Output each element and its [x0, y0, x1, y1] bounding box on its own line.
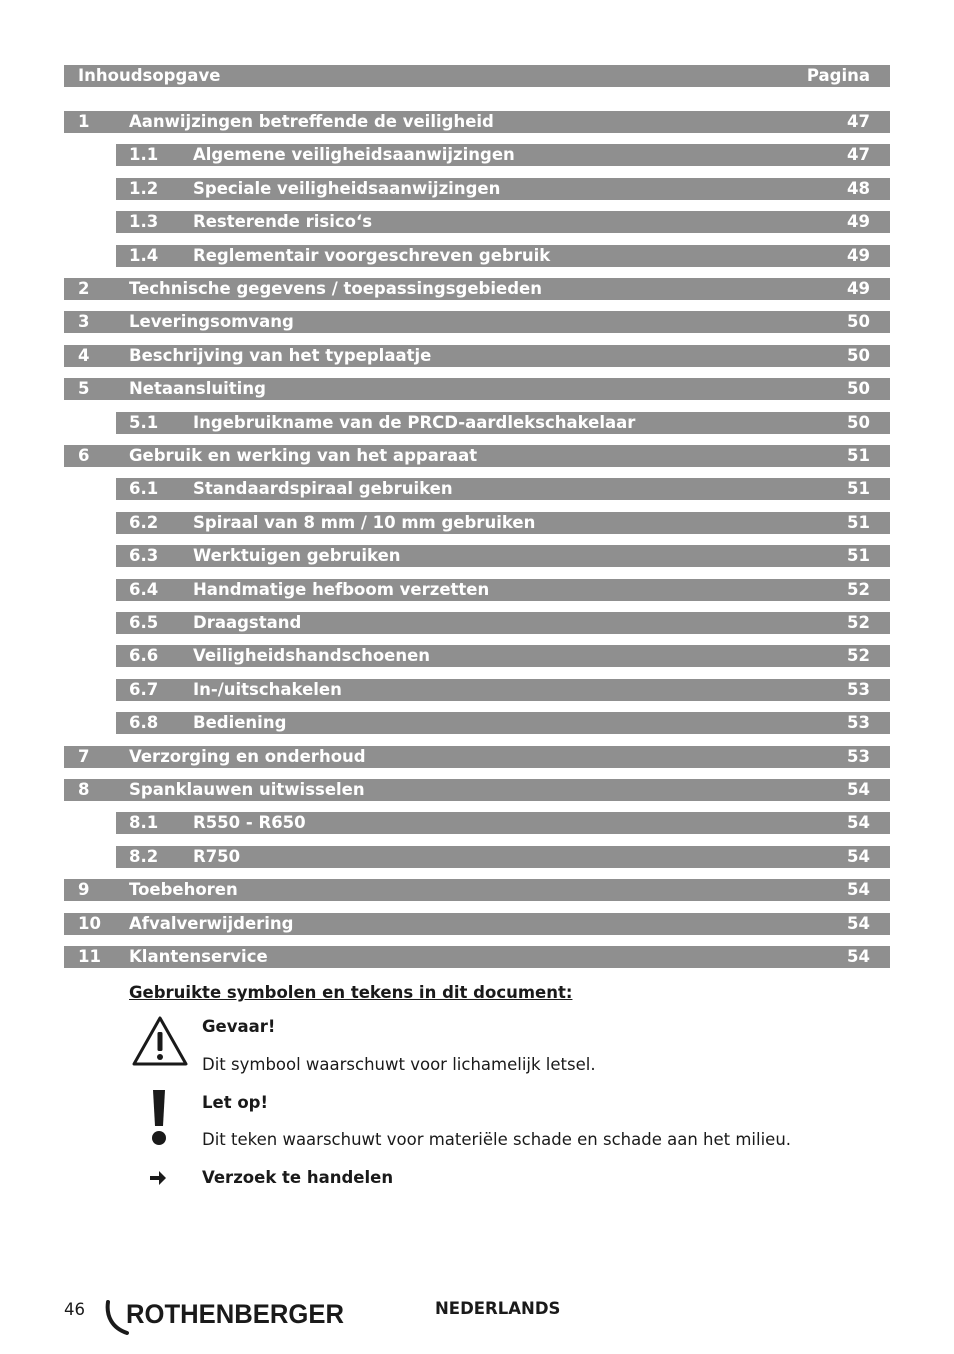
toc-entry-8-2: [116, 846, 890, 868]
toc-entry-number: 3: [78, 312, 90, 331]
toc-header: [64, 65, 890, 87]
toc-entry-number: 1.3: [129, 212, 159, 231]
toc-entry-number: 8: [78, 780, 90, 799]
warning-triangle-icon: [131, 1015, 189, 1067]
toc-entry-title: R750: [193, 847, 241, 866]
symbol-caution-desc: Dit teken waarschuwt voor materiële schade en schade aan het milieu.: [202, 1130, 792, 1149]
toc-entry-number: 6.4: [129, 580, 159, 599]
toc-entry-page: 50: [847, 312, 870, 331]
toc-entry-number: 11: [78, 947, 101, 966]
toc-entry-title: Technische gegevens / toepassingsgebieden: [129, 279, 542, 298]
toc-entry-title: Toebehoren: [129, 880, 238, 899]
toc-entry-page: 51: [847, 446, 870, 465]
toc-entry-title: Gebruik en werking van het apparaat: [129, 446, 478, 465]
toc-entry-title: Reglementair voorgeschreven gebruik: [193, 246, 551, 265]
footer-language: NEDERLANDS: [435, 1299, 561, 1318]
toc-entry-title: Spanklauwen uitwisselen: [129, 780, 365, 799]
toc-entry-1-4: [116, 245, 890, 267]
toc-entry-page: 48: [847, 179, 870, 198]
toc-entry-title: Handmatige hefboom verzetten: [193, 580, 490, 599]
toc-entry-number: 10: [78, 914, 101, 933]
toc-entry-page: 53: [847, 680, 870, 699]
toc-entry-page: 49: [847, 212, 870, 231]
toc-entry-5-1: [116, 412, 890, 434]
toc-entry-title: Algemene veiligheidsaanwijzingen: [193, 145, 515, 164]
toc-entry-7: [64, 746, 890, 768]
toc-entry-page: 51: [847, 479, 870, 498]
toc-entry-number: 1: [78, 112, 90, 131]
toc-entry-number: 6.2: [129, 513, 159, 532]
toc-entry-6-1: [116, 478, 890, 500]
toc-entry-number: 6.1: [129, 479, 159, 498]
toc-entry-title: In-/uitschakelen: [193, 680, 342, 699]
toc-entry-number: 8.2: [129, 847, 159, 866]
toc-entry-title: Afvalverwijdering: [129, 914, 294, 933]
toc-entry-number: 4: [78, 346, 90, 365]
toc-entry-page: 54: [847, 847, 870, 866]
toc-entry-number: 8.1: [129, 813, 159, 832]
toc-entry-number: 1.2: [129, 179, 159, 198]
toc-entry-8-1: [116, 812, 890, 834]
toc-entry-page: 49: [847, 246, 870, 265]
toc-entry-page: 52: [847, 580, 870, 599]
toc-entry-number: 5: [78, 379, 90, 398]
toc-entry-9: [64, 879, 890, 901]
toc-entry-1-2: [116, 178, 890, 200]
toc-entry-page: 54: [847, 880, 870, 899]
toc-entry-number: 6.5: [129, 613, 159, 632]
toc-header-title: Inhoudsopgave: [78, 66, 221, 85]
footer-page-number: 46: [64, 1300, 85, 1319]
toc-entry-6: [64, 445, 890, 467]
toc-entry-title: Verzorging en onderhoud: [129, 747, 366, 766]
symbols-heading: Gebruikte symbolen en tekens in dit document:: [129, 983, 573, 1002]
toc-entry-6-5: [116, 612, 890, 634]
toc-entry-title: Speciale veiligheidsaanwijzingen: [193, 179, 501, 198]
toc-entry-page: 50: [847, 413, 870, 432]
toc-entry-number: 5.1: [129, 413, 159, 432]
toc-entry-11: [64, 946, 890, 968]
toc-entry-number: 1.4: [129, 246, 159, 265]
toc-entry-number: 6: [78, 446, 90, 465]
toc-entry-page: 49: [847, 279, 870, 298]
arrow-right-icon: [149, 1170, 167, 1186]
toc-entry-1-1: [116, 144, 890, 166]
symbol-danger-title: Gevaar!: [202, 1017, 276, 1036]
toc-entry-4: [64, 345, 890, 367]
toc-entry-page: 54: [847, 813, 870, 832]
toc-entry-title: R550 - R650: [193, 813, 306, 832]
brand-name: ROTHENBERGER: [126, 1299, 344, 1329]
toc-entry-page: 53: [847, 713, 870, 732]
toc-entry-number: 6.7: [129, 680, 159, 699]
toc-entry-number: 7: [78, 747, 90, 766]
toc-entry-title: Leveringsomvang: [129, 312, 294, 331]
toc-entry-page: 47: [847, 145, 870, 164]
exclamation-icon: [150, 1090, 168, 1148]
toc-entry-number: 2: [78, 279, 90, 298]
toc-entry-page: 50: [847, 379, 870, 398]
toc-header-page-label: Pagina: [806, 66, 870, 85]
toc-entry-page: 51: [847, 513, 870, 532]
toc-entry-title: Spiraal van 8 mm / 10 mm gebruiken: [193, 513, 536, 532]
symbol-danger-desc: Dit symbool waarschuwt voor lichamelijk letsel.: [202, 1055, 596, 1074]
toc-entry-title: Bediening: [193, 713, 287, 732]
toc-entry-page: 54: [847, 914, 870, 933]
toc-entry-number: 6.8: [129, 713, 159, 732]
brand-logo: [103, 1292, 348, 1340]
toc-entry-number: 6.6: [129, 646, 159, 665]
toc-entry-title: Aanwijzingen betreffende de veiligheid: [129, 112, 494, 131]
toc-entry-title: Klantenservice: [129, 947, 268, 966]
toc-entry-2: [64, 278, 890, 300]
toc-entry-1: [64, 111, 890, 133]
toc-entry-page: 52: [847, 646, 870, 665]
toc-entry-title: Resterende risico‘s: [193, 212, 373, 231]
toc-entry-1-3: [116, 211, 890, 233]
toc-entry-page: 47: [847, 112, 870, 131]
symbol-caution-title: Let op!: [202, 1093, 269, 1112]
toc-entry-page: 53: [847, 747, 870, 766]
toc-entry-number: 9: [78, 880, 90, 899]
toc-entry-title: Werktuigen gebruiken: [193, 546, 401, 565]
toc-entry-page: 52: [847, 613, 870, 632]
toc-entry-title: Veiligheidshandschoenen: [193, 646, 431, 665]
toc-entry-number: 1.1: [129, 145, 159, 164]
toc-entry-6-3: [116, 545, 890, 567]
toc-entry-6-7: [116, 679, 890, 701]
toc-entry-6-6: [116, 645, 890, 667]
toc-entry-3: [64, 311, 890, 333]
toc-entry-10: [64, 913, 890, 935]
toc-entry-page: 54: [847, 947, 870, 966]
toc-entry-page: 50: [847, 346, 870, 365]
toc-entry-6-4: [116, 579, 890, 601]
toc-entry-title: Standaardspiraal gebruiken: [193, 479, 453, 498]
toc-entry-number: 6.3: [129, 546, 159, 565]
toc-entry-6-8: [116, 712, 890, 734]
toc-entry-page: 54: [847, 780, 870, 799]
toc-entry-title: Beschrijving van het typeplaatje: [129, 346, 432, 365]
toc-entry-page: 51: [847, 546, 870, 565]
toc-entry-5: [64, 378, 890, 400]
toc-entry-title: Draagstand: [193, 613, 302, 632]
brand-logo-swoosh-icon: [103, 1292, 348, 1336]
symbol-action-title: Verzoek te handelen: [202, 1168, 394, 1187]
toc-entry-title: Ingebruikname van de PRCD-aardlekschakelaar: [193, 413, 636, 432]
toc-entry-title: Netaansluiting: [129, 379, 266, 398]
toc-entry-8: [64, 779, 890, 801]
toc-entry-6-2: [116, 512, 890, 534]
